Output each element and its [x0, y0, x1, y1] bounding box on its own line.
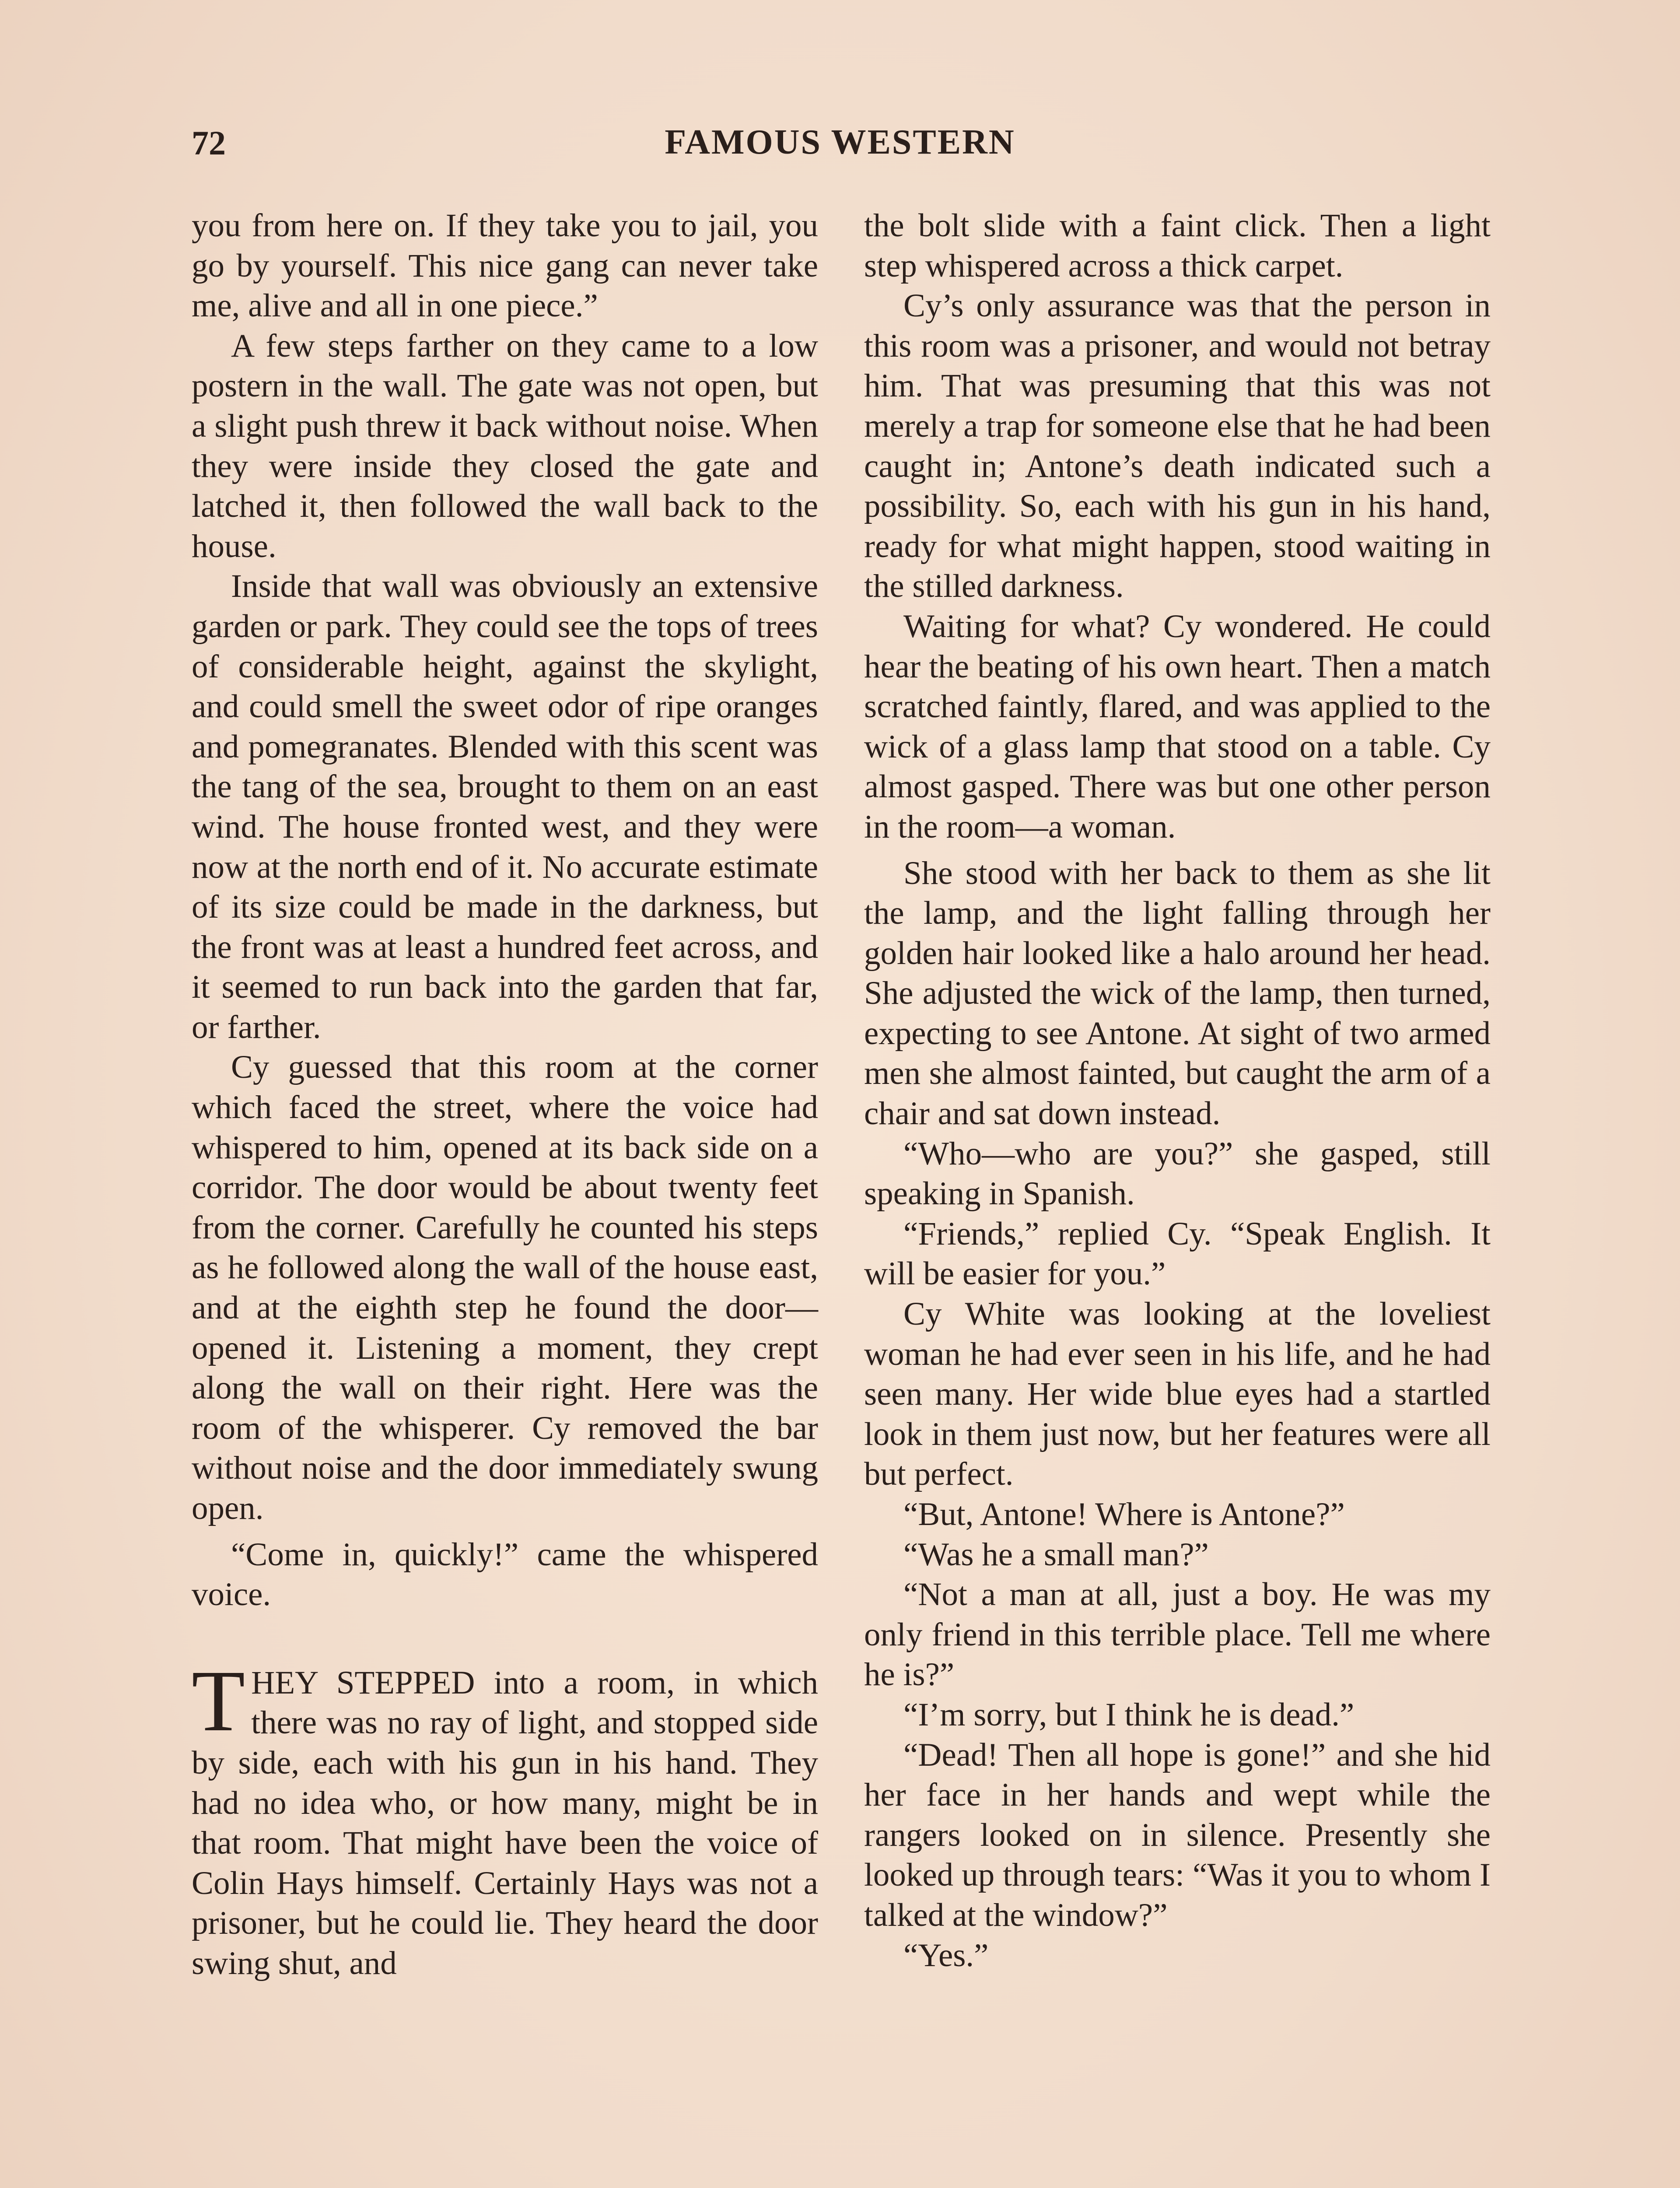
paragraph: the bolt slide with a faint click. Then a light step whispered across a thick carpet.	[864, 207, 1491, 284]
paragraph: “Friends,” replied Cy. “Speak English. It will be easier for you.”	[864, 1215, 1491, 1292]
paragraph: “Not a man at all, just a boy. He was my only friend in this terrible place. Tell me where he is?”	[864, 1576, 1491, 1693]
page-number: 72	[192, 124, 226, 162]
paragraph: “But, Antone! Where is Antone?”	[903, 1496, 1345, 1532]
paragraph: “Dead! Then all hope is gone!” and she hid her face in her hands and wept while the rangers looked on in silence. Presently she looked up through tears: “Was it you to whom I talked at the window?”	[864, 1736, 1491, 1933]
paragraph: “Come in, quickly!” came the whispered voice.	[192, 1536, 818, 1613]
drop-cap: T	[192, 1652, 245, 1750]
left-column	[192, 206, 818, 1984]
section-opening-paragraph	[192, 1652, 818, 1984]
paragraph: A few steps farther on they came to a low postern in the wall. The gate was not open, but a slight push threw it back without noise. When they were inside they closed the gate and latched it, then followed the wall back to the house.	[192, 327, 818, 565]
paragraph: “Yes.”	[903, 1937, 989, 1974]
paragraph: Cy’s only assurance was that the person in this room was a prisoner, and would not betray him. That was presuming that this was not merely a trap for someone else that he had been caught in; Antone’s death indicated such a possibility. So, each with his gun in his hand, ready for what might happen, stood waiting in the stilled darkness.	[864, 288, 1491, 605]
paragraph: She stood with her back to them as she lit the lamp, and the light falling through her golden hair looked like a halo around her head. She adjusted the wick of the lamp, then turned, expecting to see Antone. At sight of two armed men she almost fainted, but caught the arm of a chair and sat down instead.	[864, 855, 1491, 1132]
paragraph: Cy guessed that this room at the corner which faced the street, where the voice had whispered to him, opened at its back side on a corridor. The door would be about twenty feet from the corner. Carefully he counted his steps as he followed along the wall of the house east, and at the eighth step he found the door—opened it. Listening a moment, they crept along the wall on their right. Here was the room of the whisperer. Cy removed the bar without noise and the door immediately swung open.	[192, 1049, 818, 1526]
paragraph: Waiting for what? Cy wondered. He could hear the beating of his own heart. Then a match scratched faintly, flared, and was applied to the wick of a glass lamp that stood on a table. Cy almost gasped. There was but one other person in the room—a woman.	[864, 608, 1491, 845]
paragraph: Cy White was looking at the loveliest woman he had ever seen in his life, and he had seen many. Her wide blue eyes had a startled look in them just now, but her features were all but perfect.	[864, 1296, 1491, 1493]
paragraph-text: HEY STEPPED into a room, in which there was no ray of light, and stopped side by side, each with his gun in his hand. They had no idea who, or how many, might be in that room. That might have been the voice of Colin Hays himself. Certainly Hays was not a prisoner, but he could lie. They heard the door swing shut, and	[192, 1664, 818, 1981]
paragraph: “Who—who are you?” she gasped, still speaking in Spanish.	[864, 1135, 1491, 1212]
right-column	[864, 206, 1491, 1975]
paragraph: “I’m sorry, but I think he is dead.”	[903, 1696, 1354, 1733]
paragraph: “Was he a small man?”	[903, 1536, 1209, 1573]
paragraph: you from here on. If they take you to jail, you go by yourself. This nice gang can never take me, alive and all in one piece.”	[192, 207, 818, 324]
paragraph: Inside that wall was obviously an extensive garden or park. They could see the tops of trees of considerable height, against the skylight, and could smell the sweet odor of ripe oranges and pomegranates. Blended with this scent was the tang of the sea, brought to them on an east wind. The house fronted west, and they were now at the north end of it. No accurate estimate of its size could be made in the darkness, but the front was at least a hundred feet across, and it seemed to run back into the garden that far, or farther.	[192, 568, 818, 1045]
running-head-title: FAMOUS WESTERN	[665, 123, 1015, 161]
